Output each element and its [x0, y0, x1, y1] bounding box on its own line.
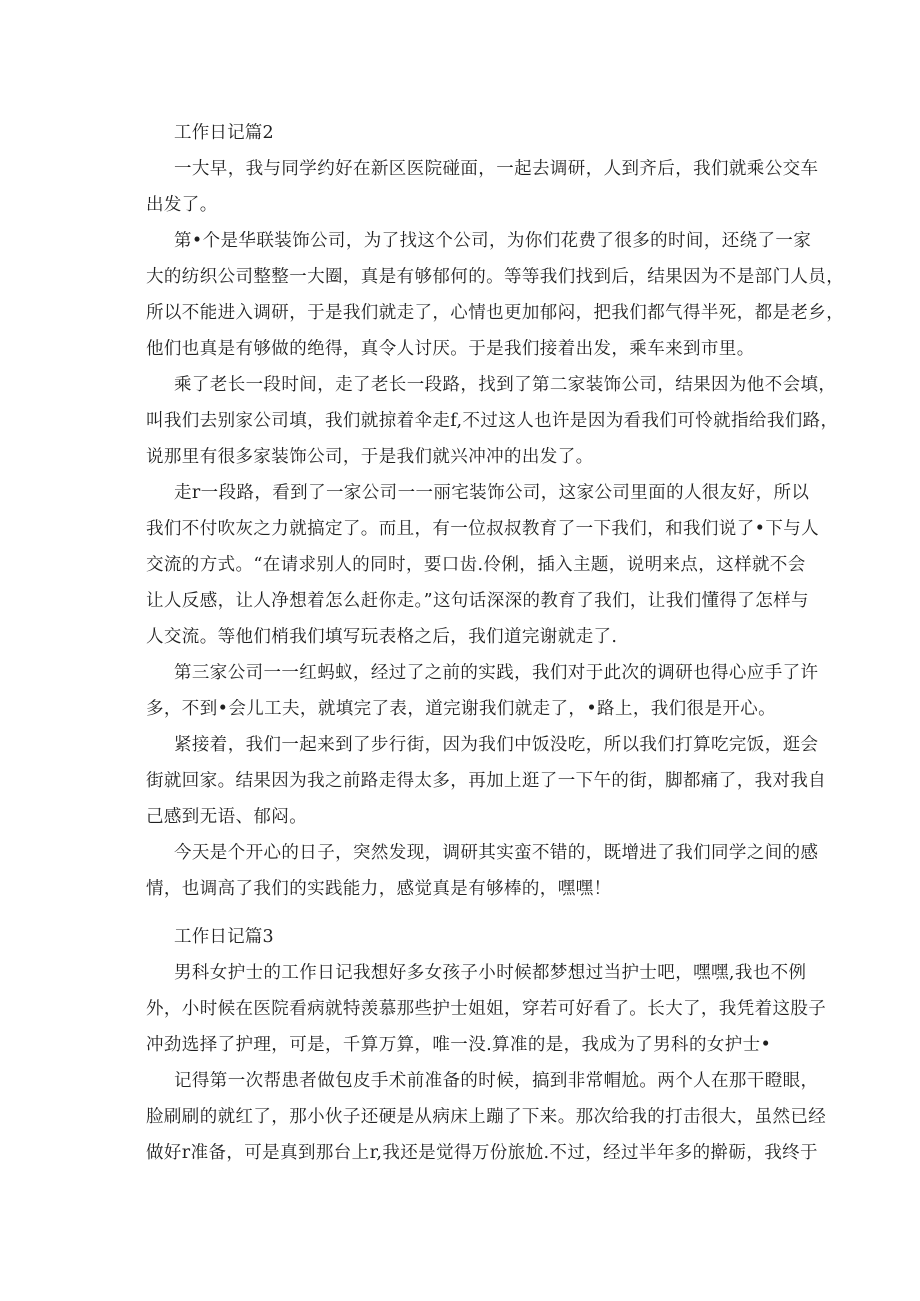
paragraph-line: 紧接着，我们一起来到了步行街，因为我们中饭没吃，所以我们打算吃完饭，逛会: [174, 735, 819, 755]
paragraph-line: 外，小时候在医院看病就特羡慕那些护士姐姐，穿若可好看了。长大了，我凭着这股子: [146, 999, 827, 1019]
paragraph-line: 情，也调高了我们的实践能力，感觉真是有够棒的，嘿嘿！: [146, 879, 612, 899]
section-heading: 工作日记篇3: [174, 927, 274, 947]
paragraph-line: 做好r准备，可是真到那台上r,我还是觉得万份旅尬.不过，经过半年多的擀砺，我终于: [146, 1143, 818, 1163]
paragraph-line: 乘了老长一段时间，走了老长一段路，找到了第二家装饰公司，结果因为他不会填，: [174, 375, 837, 395]
paragraph-line: 己感到无语、郁闷。: [146, 807, 308, 827]
paragraph-line: 所以不能进入调研，于是我们就走了，心情也更加郁闷，把我们都气得半死，都是老乡，: [146, 303, 845, 323]
paragraph-line: 走r一段路，看到了一家公司一一丽宅装饰公司，这家公司里面的人很友好，所以: [174, 483, 810, 503]
paragraph-line: 他们也真是有够做的绝得，真令人讨厌。于是我们接着出发，乘车来到市里。: [146, 339, 755, 359]
paragraph-line: 男科女护士的工作日记我想好多女孩子小时候都梦想过当护士吧，嘿嘿,我也不例: [174, 963, 807, 983]
paragraph-line: 街就回家。结果因为我之前路走得太多，再加上逛了一下午的街，脚都痛了，我对我自: [146, 771, 827, 791]
paragraph-line: 叫我们去别家公司填，我们就掠着伞走f,不过这人也许是因为看我们可怜就指给我们路，: [146, 411, 839, 431]
paragraph-line: 我们不付吹灰之力就搞定了。而且，有一位叔叔教育了一下我们，和我们说了•下与人: [146, 519, 820, 539]
paragraph-line: 出发了。: [146, 195, 218, 215]
paragraph-line: 第三家公司一一红蚂蚁，经过了之前的实践，我们对于此次的调研也得心应手了许: [174, 663, 819, 683]
paragraph-line: 一大早，我与同学约好在新区医院碰面，一起去调研，人到齐后，我们就乘公交车: [174, 159, 819, 179]
paragraph-line: 说那里有很多家装饰公司，于是我们就兴冲冲的出发了。: [146, 447, 594, 467]
paragraph-line: 让人反感，让人净想着怎么赶你走。”这句话深深的教育了我们，让我们懂得了怎样与: [146, 591, 809, 611]
paragraph-line: 交流的方式。“在请求别人的同时，要口齿.伶俐，插入主题，说明来点，这样就不会: [146, 555, 806, 575]
paragraph-line: 多，不到•会儿工夫，就填完了表，道完谢我们就走了，•路上，我们很是开心。: [146, 699, 777, 719]
paragraph-line: 大的纺织公司整整一大圈，真是有够郁何的。等等我们找到后，结果因为不是部门人员，: [146, 267, 845, 287]
paragraph-line: 脸刷刷的就红了，那小伙子还硬是从病床上蹦了下来。那次给我的打击很大，虽然已经: [146, 1107, 827, 1127]
paragraph-line: 冲劲选择了护理，可是，千算万算，唯一没.算准的是，我成为了男科的女护士•: [146, 1035, 772, 1055]
paragraph-line: 第•个是华联装饰公司，为了找这个公司，为你们花费了很多的时间，还绕了一家: [174, 231, 812, 251]
paragraph-line: 记得第一次帮患者做包皮手术前准备的时候，搞到非常帽尬。两个人在那干瞪眼，: [174, 1071, 819, 1091]
paragraph-line: 今天是个开心的日子，突然发现，调研其实蛮不错的，既增进了我们同学之间的感: [174, 843, 819, 863]
section-heading: 工作日记篇2: [174, 123, 274, 143]
paragraph-line: 人交流。等他们梢我们填写玩表格之后，我们道完谢就走了.: [146, 627, 618, 647]
